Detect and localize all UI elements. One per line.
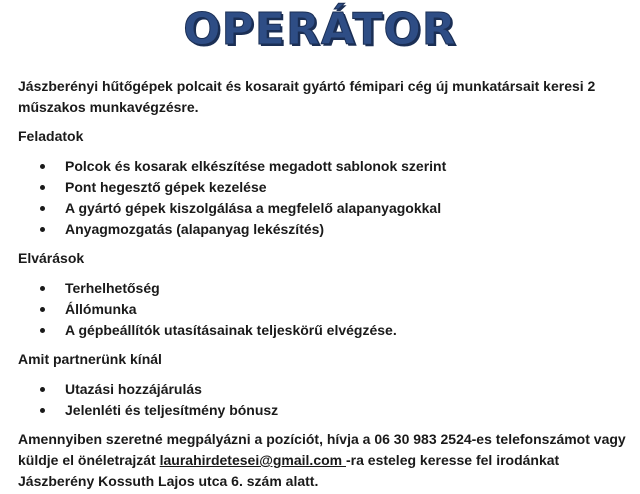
contact-paragraph (18, 429, 628, 492)
list-item: Jelenléti és teljesítmény bónusz (18, 400, 628, 421)
list-item: Anyagmozgatás (alapanyag lekészítés) (18, 219, 628, 240)
section-heading-feladatok: Feladatok (18, 128, 84, 144)
contact-text-start: Amennyiben szeretné megpályázni a pozíciót, hívja a 06 30 983 2524-es telefonszámot vagy küldje el önéletrajzát (18, 431, 626, 468)
section-heading-offer: Amit partnerünk kínál (18, 351, 162, 367)
list-item: Utazási hozzájárulás (18, 379, 628, 400)
offer-list (18, 379, 628, 421)
contact-text-end: -ra esteleg keresse fel irodánkat Jászberény Kossuth Lajos utca 6. szám alatt. (18, 452, 560, 489)
email-link[interactable]: laurahirdetesei@gmail.com (159, 452, 346, 468)
tasks-list (18, 156, 628, 240)
list-item: Állómunka (18, 299, 628, 320)
job-ad-body (18, 76, 628, 492)
list-item: A gyártó gépek kiszolgálása a megfelelő alapanyagokkal (18, 198, 628, 219)
intro-text: Jászberényi hűtőgépek polcait és kosarait gyártó fémipari cég új munkatársait keresi 2 műszakos munkavégzésre. (18, 78, 596, 115)
section-heading-elvarasok: Elvárások (18, 250, 85, 266)
list-item: Polcok és kosarak elkészítése megadott sablonok szerint (18, 156, 628, 177)
list-item: Terhelhetőség (18, 278, 628, 299)
list-item: A gépbeállítók utasításainak teljeskörű elvégzése. (18, 320, 628, 341)
requirements-list (18, 278, 628, 341)
page-title: OPERÁTOR (183, 4, 457, 55)
list-item: Pont hegesztő gépek kezelése (18, 177, 628, 198)
